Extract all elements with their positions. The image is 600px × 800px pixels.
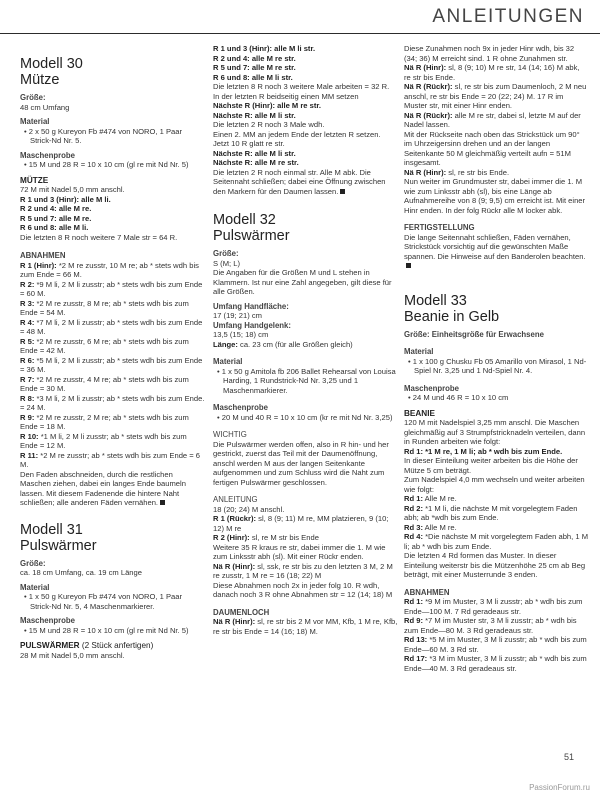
instruction-text: R 1 (Rückr): sl, 8 (9; 11) M re, MM platzieren, 9 (10; 12) M re	[213, 514, 389, 533]
model-32-subtitle: Pulswärmer	[213, 228, 290, 244]
row-label: R 3:	[20, 298, 35, 308]
finish-text: Den Faden abschneiden, durch die restlichen Maschen ziehen, dabei ein langes Ende baumeln lassen. Mit diesem Fadenende die hintere Naht schließen; alle anderen Fäden vernähen.	[20, 469, 186, 507]
model-31-title: Modell 31	[20, 521, 83, 538]
row-label: Nächste R (Hinr):	[213, 101, 276, 110]
row-label: R 9:	[20, 412, 35, 422]
length-value: ca. 23 cm (für alle Größen gleich)	[240, 339, 353, 349]
instruction-line: R 1 und 3 (Hinr): alle M li str.	[213, 44, 316, 53]
instruction-text: Nä R (Hinr): sl, ssk, re str bis zu den letzten 3 M, 2 M re zusstr, 1 M re = 16 (18; 22) M	[213, 561, 393, 580]
instruction-line: Rd 13: *5 M im Muster, 3 M li zusstr; ab * wdh bis zum Ende—60 M. 3 Rd str.	[404, 635, 587, 654]
instruction-text: Nä R (Hinr): sl, re str bis Ende.	[404, 167, 510, 177]
instruction-line: R 9: *2 M re zusstr, 2 M re; ab * stets wdh bis zum Ende = 18 M.	[20, 412, 189, 431]
instruction-line: Rd 1: *1 M re, 1 M li; ab * wdh bis zum Ende.	[404, 446, 563, 456]
instruction-line: Nächste R: alle M re str.	[213, 158, 299, 167]
size-note: Die Angaben für die Größen M und L stehen in Klammern. Ist nur eine Zahl angegeben, gilt diese für alle Größen.	[213, 268, 392, 296]
instruction-line: R 2 und 4: alle M re.	[20, 204, 92, 213]
instruction-line: R 2 und 4: alle M re str.	[213, 53, 296, 63]
row-label: Nä R (Hinr):	[213, 561, 256, 571]
row-label: R 8:	[20, 393, 35, 403]
instruction-line: 28 M mit Nadel 5,0 mm anschl.	[20, 650, 125, 660]
end-square-icon	[406, 263, 411, 268]
section-head-anleitung: ANLEITUNG	[213, 495, 258, 504]
instruction-line: Rd 17: *3 M im Muster, 3 M li zusstr; ab * wdh bis zum Ende—40 M. 3 Rd geradeaus str.	[404, 654, 587, 673]
row-label: Nä R (Hinr):	[404, 167, 447, 177]
row-label: Rd 4:	[404, 532, 423, 541]
row-label: Rd 1:	[404, 446, 423, 456]
instruction-text: Die lange Seitennaht schließen, Fäden vernähen, Strickstück vorsichtig auf die gewünschten Maße spannen. Die Hinweise auf den Banderolen beachten.	[404, 233, 588, 271]
row-label: Nächste R:	[213, 148, 253, 158]
instruction-line: R 6: *5 M li, 2 M li zusstr; ab * stets wdh bis zum Ende = 36 M.	[20, 355, 203, 374]
instruction-text: Nä R (Rückr): alle M re str, dabei sl, letzte M auf der Nadel lassen.	[404, 110, 581, 129]
instruction-line: R 3: *2 M re zusstr, 8 M re; ab * stets wdh bis zum Ende = 54 M.	[20, 298, 189, 317]
gauge-text: • 20 M und 40 R = 10 x 10 cm (kr re mit Nd Nr. 3,25)	[217, 412, 393, 422]
instruction-text: Nä R (Rückr): sl, re str bis zum Daumenloch, 2 M neu anschl, re str bis Ende = 20 (22; 24) M. 17 R im Muster str, mit einer Hinr enden.	[404, 82, 587, 110]
instruction-text: In der letzten R beidseitig einen MM setzen	[213, 91, 359, 101]
length-line	[213, 340, 398, 350]
material-text: • 1 x 50 g Kureyon Fb #474 von NORO, 1 Paar Strick-Nd Nr. 5, 4 Maschenmarkierer.	[24, 592, 182, 611]
material-label: Material	[20, 582, 50, 592]
row-label: Nächste R:	[213, 158, 253, 167]
instruction-line: R 2: *9 M li, 2 M li zusstr; ab * stets wdh bis zum Ende = 60 M.	[20, 279, 203, 298]
size-value: S (M; L)	[213, 258, 241, 268]
length-label: Länge:	[213, 339, 238, 349]
instruction-line: R 1 und 3 (Hinr): alle M li.	[20, 194, 111, 204]
instruction-text: Nä R (Hinr): sl, re str bis 2 M vor MM, Kfb, 1 M re, Kfb, re str bis Ende = 14 (16; 18) M.	[213, 617, 398, 636]
row-label: Rd 17:	[404, 654, 428, 663]
instruction-line: Die letzten 8 R noch weitere 7 Male str = 64 R.	[20, 232, 178, 242]
row-label: Rd 2:	[404, 503, 423, 513]
instruction-line: R 1 (Hinr): *2 M re zusstr, 10 M re; ab * stets wdh bis zum Ende = 66 M.	[20, 260, 199, 279]
size-label: Größe:	[20, 93, 46, 102]
row-label: R 6:	[20, 355, 35, 365]
material-label: Material	[404, 347, 434, 356]
instruction-text: Die Pulswärmer werden offen, also in R hin- und her gestrickt, zuerst das Teil mit der Daumenöffnung, anschl werden M aus der langen Seitenkante aufgenommen und zum Schluss wird die Naht zum fertigen Pulswärmer geschlossen.	[213, 439, 389, 487]
instruction-text: Die letzten 2 R noch einmal str. Alle M abk. Die Seitennaht schließen; dabei eine Öffnung zwischen den Markern für den Daumen lassen.	[213, 167, 386, 196]
row-label: R 6 und 8:	[213, 72, 250, 82]
hand-circumference-value: 17 (19; 21) cm	[213, 311, 262, 320]
size-value: ca. 18 cm Umfang, ca. 19 cm Länge	[20, 568, 142, 577]
instruction-text: Zum Nadelspiel 4,0 mm wechseln und weiter arbeiten wie folgt:	[404, 475, 585, 494]
size-label: Größe:	[213, 249, 239, 258]
instruction-line: Nächste R (Hinr): alle M re str.	[213, 101, 322, 110]
wrist-circumference-value: 13,5 (15; 18) cm	[213, 330, 269, 339]
instruction-line: R 8: *3 M li, 2 M li zusstr; ab * stets wdh bis zum Ende. = 24 M.	[20, 393, 205, 412]
row-label: Nä R (Hinr):	[213, 617, 256, 626]
model-30-subtitle: Mütze	[20, 72, 60, 88]
end-square-icon	[340, 189, 345, 194]
gauge-text: • 15 M und 28 R = 10 x 10 cm (gl re mit Nd Nr. 5)	[24, 160, 189, 169]
instruction-line: Rd 2: *1 M li, die nächste M mit vorgelegtem Faden abh; ab *wdh bis zum Ende.	[404, 503, 578, 522]
material-text: • 1 x 50 g Amitola fb 206 Ballet Rehearsal von Louisa Harding, 1 Rundstrick-Nd Nr. 3,25 und 1 Maschenmarkierer.	[217, 366, 396, 395]
model-30-title: Modell 30	[20, 56, 83, 72]
header-rule	[0, 33, 600, 34]
row-label: R 2 und 4:	[213, 53, 250, 63]
row-label: R 5 und 7:	[20, 213, 57, 223]
instruction-line: R 6 und 8: alle M li.	[20, 223, 89, 232]
section-head-fertigstellung: FERTIGSTELLUNG	[404, 223, 475, 232]
row-label: Rd 9:	[404, 616, 423, 625]
section-head-abnahmen: ABNAHMEN	[20, 251, 66, 260]
instruction-text: Weitere 35 R kraus re str, dabei immer die 1. M wie zum Linksstr abh (sl). Mit einer Rückr enden.	[213, 542, 386, 561]
instruction-text: Einen 2. MM an jedem Ende der letzten R setzen. Jetzt 10 R glatt re str.	[213, 129, 381, 148]
row-label: R 2:	[20, 279, 35, 289]
column-3	[404, 40, 588, 673]
gauge-label: Maschenprobe	[213, 403, 269, 412]
instruction-line: R 5 und 7: alle M re.	[20, 213, 92, 223]
wrist-circumference-label: Umfang Handgelenk:	[213, 320, 291, 330]
instruction-text: R 2 (Hinr): sl, re M str bis Ende	[213, 533, 319, 542]
row-label: R 5:	[20, 336, 35, 346]
page-number: 51	[563, 752, 574, 762]
size-label: Größe:	[20, 558, 46, 568]
row-label: Nächste R:	[213, 110, 253, 120]
gauge-text: • 15 M und 28 R = 10 x 10 cm (gl re mit Nd Nr. 5)	[24, 625, 189, 635]
instruction-text: Diese Abnahmen noch 2x in jeder folg 10. R wdh, danach noch 3 R ohne Abnahmen str = 12 (14; 18) M	[213, 580, 393, 599]
instruction-line: R 6 und 8: alle M li str.	[213, 72, 293, 82]
section-head-beanie: BEANIE	[404, 408, 435, 418]
row-label: R 4:	[20, 317, 35, 327]
watermark: PassionForum.ru	[529, 783, 590, 792]
instruction-line: Rd 3: Alle M re.	[404, 522, 457, 532]
material-label: Material	[213, 357, 243, 366]
instruction-text: 120 M mit Nadelspiel 3,25 mm anschl. Die Maschen gleichmäßig auf 3 Strumpfstricknadeln verteilen, dann in Runden arbeiten wie folgt:	[404, 418, 586, 446]
instruction-line: Rd 1: *9 M im Muster, 3 M li zusstr; ab * wdh bis zum Ende—100 M. 7 Rd geradeaus str.	[404, 597, 583, 616]
column-1	[20, 40, 205, 660]
instruction-line: R 4: *7 M li, 2 M li zusstr; ab * stets wdh bis zum Ende = 48 M.	[20, 317, 203, 336]
instruction-text: Mit der Rückseite nach oben das Strickstück um 90° im Uhrzeigersinn drehen und an der langen Seitenkante 50 M gleichmäßig verteilt aufn = 51M insgesamt.	[404, 129, 580, 167]
instruction-text: Nä R (Hinr): sl, 8 (9; 10) M re str, 14 (14; 16) M abk, re str bis Ende.	[404, 63, 580, 82]
section-head-daumenloch: DAUMENLOCH	[213, 607, 270, 617]
instruction-line: Rd 4: *Die nächste M mit vorgelegtem Faden abh, 1 M li; ab * wdh bis zum Ende.	[404, 532, 589, 551]
gauge-text: • 24 M und 46 R = 10 x 10 cm	[408, 393, 509, 402]
row-label: Rd 13:	[404, 635, 428, 644]
row-label: R 6 und 8:	[20, 223, 57, 232]
instruction-line: R 11: *2 M re zusstr; ab * stets wdh bis zum Ende = 6 M.	[20, 450, 201, 469]
material-text: • 1 x 100 g Chusku Fb 05 Amarillo von Mirasol, 1 Nd-Spiel Nr. 3,25 und 1 Nd-Spiel Nr. 4.	[408, 356, 587, 375]
row-label: Rd 1:	[404, 494, 423, 503]
row-label: R 7:	[20, 374, 35, 384]
hand-circumference-label: Umfang Handfläche:	[213, 301, 289, 311]
row-label: R 2 und 4:	[20, 204, 57, 213]
instruction-text: In dieser Einteilung weiter arbeiten bis die Höhe der Mütze 5 cm beträgt.	[404, 456, 578, 475]
section-head-pulswaermer: PULSWÄRMER (2 Stück anfertigen)	[20, 641, 154, 650]
end-square-icon	[160, 500, 165, 505]
model-33-title: Modell 33	[404, 292, 467, 309]
instruction-text: Die letzten 8 R noch 3 weitere Male arbeiten = 32 R.	[213, 82, 390, 91]
row-label: R 1 (Hinr):	[20, 260, 57, 270]
instruction-line: 72 M mit Nadel 5,0 mm anschl.	[20, 185, 125, 194]
gauge-label: Maschenprobe	[20, 616, 76, 625]
instruction-line: Nächste R: alle M li str.	[213, 110, 296, 120]
model-32-title: Modell 32	[213, 212, 276, 228]
instruction-line: Rd 1: Alle M re.	[404, 494, 457, 503]
model-33-subtitle: Beanie in Gelb	[404, 308, 500, 325]
instruction-line: R 10: *1 M li, 2 M li zusstr; ab * stets wdh bis zum Ende = 12 M.	[20, 431, 187, 450]
section-head-abnahmen: ABNAHMEN	[404, 587, 450, 597]
row-label: R 5 und 7:	[213, 63, 250, 72]
instruction-text: Diese Zunahmen noch 9x in jeder Hinr wdh, bis 32 (34; 36) M erreicht sind. 1 R ohne Zunahmen str.	[404, 44, 575, 63]
instruction-text: Die letzten 4 Rd formen das Muster. In dieser Einteilung weiterstr bis die Mützenhöhe 25 cm ab Beg beträgt, mit einer Musterrunde 3 enden.	[404, 551, 586, 579]
row-label: R 1 und 3 (Hinr):	[20, 194, 80, 204]
instruction-line: Rd 9: *7 M im Muster str, 3 M li zusstr; ab * wdh bis zum Ende—80 M. 3 Rd geradeaus str.	[404, 616, 577, 635]
instruction-line: R 7: *2 M re zusstr, 4 M re; ab * stets wdh bis zum Ende = 30 M.	[20, 374, 189, 393]
gauge-label: Maschenprobe	[20, 150, 76, 160]
section-head-wichtig: WICHTIG	[213, 430, 247, 439]
instruction-line: Nächste R: alle M li str.	[213, 148, 296, 158]
muetze-lines	[20, 185, 205, 242]
column-2	[213, 40, 398, 636]
row-label: R 1 (Rückr):	[213, 514, 257, 523]
instruction-text: Nun weiter im Grundmuster str, dabei immer die 1. M wie zum Linksstr abh (sl), bis eine Länge ab Aufnahmereihe von 8 (9; 9,5) cm erreicht ist. Mit einer Hinr enden. In der folg Rückr alle M locker abk.	[404, 177, 586, 215]
material-text: • 2 x 50 g Kureyon Fb #474 von NORO, 1 Paar Strick-Nd Nr. 5.	[24, 126, 182, 145]
abnahmen-lines	[20, 261, 205, 470]
section-head-muetze: MÜTZE	[20, 175, 49, 185]
row-label: Rd 1:	[404, 597, 423, 606]
row-label: Nä R (Hinr):	[404, 63, 447, 72]
gauge-label: Maschenprobe	[404, 383, 460, 393]
size-label: Größe: Einheitsgröße für Erwachsene	[404, 329, 544, 339]
instruction-line: R 5 und 7: alle M re str.	[213, 63, 296, 72]
instruction-line: R 5: *2 M re zusstr, 6 M re; ab * stets wdh bis zum Ende = 42 M.	[20, 336, 189, 355]
model-31-subtitle: Pulswärmer	[20, 537, 97, 554]
size-value: 48 cm Umfang	[20, 102, 70, 112]
row-label: R 10:	[20, 431, 39, 441]
row-label: R 2 (Hinr):	[213, 533, 250, 542]
row-label: R 11:	[20, 450, 39, 460]
row-label: Rd 3:	[404, 522, 423, 532]
row-label: Nä R (Rückr):	[404, 82, 453, 91]
page-header-title: ANLEITUNGEN	[432, 6, 584, 27]
pulswaermer-note: (2 Stück anfertigen)	[81, 641, 154, 650]
row-label: Nä R (Rückr):	[404, 110, 453, 120]
row-label: R 1 und 3 (Hinr):	[213, 44, 273, 53]
instruction-text: Die letzten 2 R noch 3 Male wdh.	[213, 120, 325, 129]
instruction-text: 18 (20; 24) M anschl.	[213, 504, 285, 514]
material-label: Material	[20, 117, 50, 126]
